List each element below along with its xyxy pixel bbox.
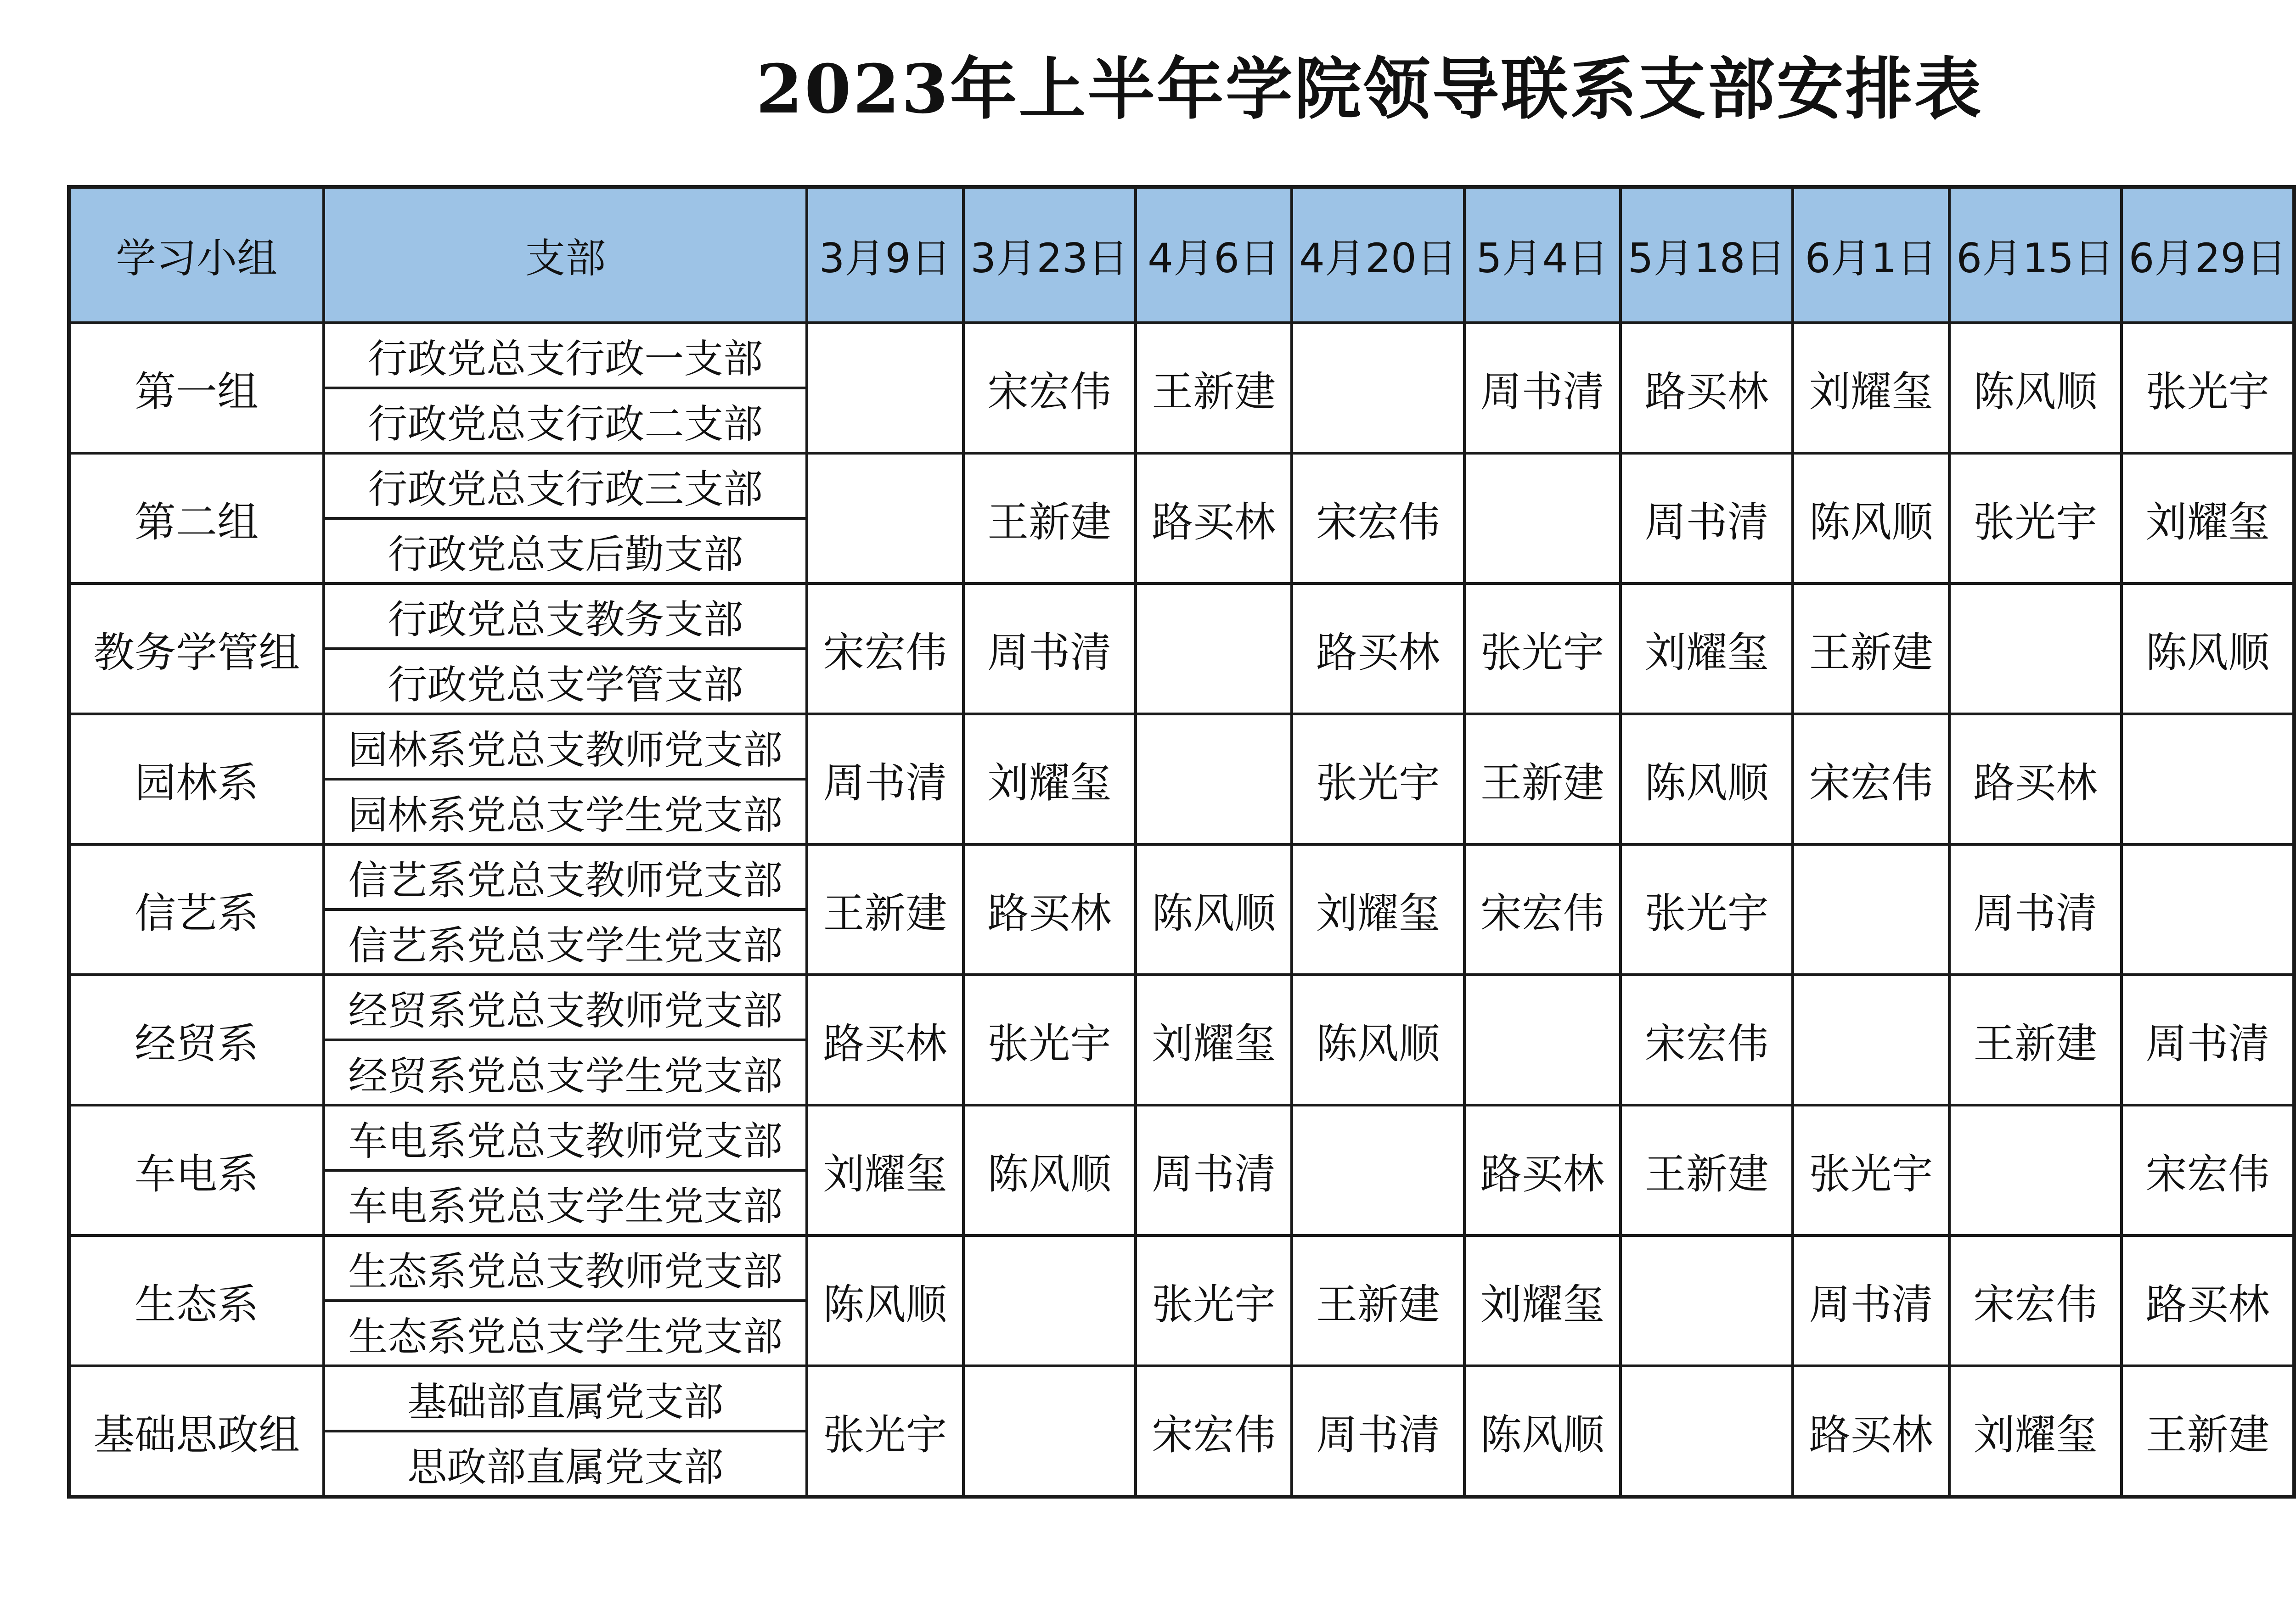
table-row [69, 453, 2294, 518]
leader-cell: 王新建 [1292, 1235, 1464, 1366]
table-row [69, 1366, 2294, 1431]
leader-cell [1793, 844, 1949, 975]
branch-cell: 行政党总支学管支部 [324, 649, 807, 714]
leader-cell: 周书清 [1949, 844, 2122, 975]
header-cell: 6月1日 [1793, 187, 1949, 323]
header-cell: 4月6日 [1136, 187, 1292, 323]
header-cell: 6月15日 [1949, 187, 2122, 323]
leader-cell [807, 453, 963, 584]
leader-cell: 周书清 [1292, 1366, 1464, 1497]
leader-cell: 周书清 [807, 714, 963, 844]
leader-cell: 周书清 [963, 584, 1136, 714]
branch-cell: 经贸系党总支教师党支部 [324, 975, 807, 1040]
leader-cell: 张光宇 [1793, 1105, 1949, 1235]
table-row [69, 844, 2294, 910]
leader-cell: 王新建 [1621, 1105, 1793, 1235]
leader-cell: 王新建 [807, 844, 963, 975]
group-name-cell: 教务学管组 [69, 584, 324, 714]
table-row [69, 975, 2294, 1040]
leader-cell [1136, 584, 1292, 714]
leader-cell: 路买林 [807, 975, 963, 1105]
group-name-cell: 车电系 [69, 1105, 324, 1235]
leader-cell: 宋宏伟 [1136, 1366, 1292, 1497]
leader-cell [807, 323, 963, 453]
leader-cell: 刘耀玺 [1292, 844, 1464, 975]
leader-cell: 路买林 [1949, 714, 2122, 844]
leader-cell: 周书清 [1464, 323, 1621, 453]
schedule-table [67, 185, 2296, 1499]
leader-cell: 张光宇 [963, 975, 1136, 1105]
branch-cell: 经贸系党总支学生党支部 [324, 1040, 807, 1105]
branch-cell: 基础部直属党支部 [324, 1366, 807, 1431]
leader-cell: 陈风顺 [1621, 714, 1793, 844]
branch-cell: 信艺系党总支教师党支部 [324, 844, 807, 910]
table-row [69, 1105, 2294, 1170]
leader-cell: 张光宇 [1464, 584, 1621, 714]
header-cell: 6月29日 [2122, 187, 2294, 323]
leader-cell: 张光宇 [1621, 844, 1793, 975]
leader-cell: 路买林 [2122, 1235, 2294, 1366]
leader-cell: 周书清 [2122, 975, 2294, 1105]
leader-cell [1949, 1105, 2122, 1235]
leader-cell: 周书清 [1621, 453, 1793, 584]
leader-cell: 宋宏伟 [807, 584, 963, 714]
leader-cell: 刘耀玺 [2122, 453, 2294, 584]
leader-cell: 张光宇 [1136, 1235, 1292, 1366]
group-name-cell: 信艺系 [69, 844, 324, 975]
group-name-cell: 园林系 [69, 714, 324, 844]
branch-cell: 生态系党总支学生党支部 [324, 1301, 807, 1366]
branch-cell: 行政党总支后勤支部 [324, 518, 807, 584]
leader-cell: 陈风顺 [963, 1105, 1136, 1235]
header-cell: 3月23日 [963, 187, 1136, 323]
branch-cell: 行政党总支行政三支部 [324, 453, 807, 518]
leader-cell: 宋宏伟 [1464, 844, 1621, 975]
leader-cell: 路买林 [1793, 1366, 1949, 1497]
header-cell: 4月20日 [1292, 187, 1464, 323]
leader-cell [2122, 714, 2294, 844]
header-cell: 5月4日 [1464, 187, 1621, 323]
leader-cell: 宋宏伟 [2122, 1105, 2294, 1235]
branch-cell: 园林系党总支教师党支部 [324, 714, 807, 779]
leader-cell: 张光宇 [1949, 453, 2122, 584]
leader-cell: 周书清 [1793, 1235, 1949, 1366]
branch-cell: 行政党总支行政一支部 [324, 323, 807, 388]
leader-cell: 刘耀玺 [1621, 584, 1793, 714]
group-name-cell: 第一组 [69, 323, 324, 453]
leader-cell: 张光宇 [807, 1366, 963, 1497]
leader-cell: 刘耀玺 [1793, 323, 1949, 453]
leader-cell: 陈风顺 [1136, 844, 1292, 975]
leader-cell: 宋宏伟 [1292, 453, 1464, 584]
leader-cell: 路买林 [1621, 323, 1793, 453]
header-cell: 支部 [324, 187, 807, 323]
table-row [69, 714, 2294, 779]
branch-cell: 信艺系党总支学生党支部 [324, 910, 807, 975]
leader-cell: 刘耀玺 [1136, 975, 1292, 1105]
leader-cell: 王新建 [1949, 975, 2122, 1105]
branch-cell: 车电系党总支教师党支部 [324, 1105, 807, 1170]
leader-cell: 陈风顺 [1949, 323, 2122, 453]
leader-cell [963, 1235, 1136, 1366]
table-row [69, 1235, 2294, 1301]
table-row [69, 584, 2294, 649]
leader-cell: 刘耀玺 [807, 1105, 963, 1235]
leader-cell: 宋宏伟 [1793, 714, 1949, 844]
leader-cell [1621, 1366, 1793, 1497]
leader-cell: 刘耀玺 [1949, 1366, 2122, 1497]
leader-cell: 宋宏伟 [963, 323, 1136, 453]
group-name-cell: 第二组 [69, 453, 324, 584]
leader-cell [1292, 1105, 1464, 1235]
leader-cell [1292, 323, 1464, 453]
table-row [69, 323, 2294, 388]
leader-cell [1793, 975, 1949, 1105]
leader-cell: 张光宇 [1292, 714, 1464, 844]
leader-cell: 王新建 [1136, 323, 1292, 453]
leader-cell [1464, 453, 1621, 584]
header-cell: 5月18日 [1621, 187, 1793, 323]
leader-cell: 刘耀玺 [1464, 1235, 1621, 1366]
leader-cell: 宋宏伟 [1621, 975, 1793, 1105]
leader-cell: 王新建 [1464, 714, 1621, 844]
branch-cell: 园林系党总支学生党支部 [324, 779, 807, 844]
leader-cell [2122, 844, 2294, 975]
header-cell: 学习小组 [69, 187, 324, 323]
branch-cell: 生态系党总支教师党支部 [324, 1235, 807, 1301]
leader-cell: 陈风顺 [1292, 975, 1464, 1105]
branch-cell: 行政党总支教务支部 [324, 584, 807, 649]
leader-cell: 陈风顺 [2122, 584, 2294, 714]
leader-cell: 王新建 [963, 453, 1136, 584]
leader-cell: 路买林 [1136, 453, 1292, 584]
leader-cell: 王新建 [1793, 584, 1949, 714]
branch-cell: 行政党总支行政二支部 [324, 388, 807, 453]
leader-cell: 路买林 [1292, 584, 1464, 714]
leader-cell: 陈风顺 [807, 1235, 963, 1366]
leader-cell: 宋宏伟 [1949, 1235, 2122, 1366]
group-name-cell: 经贸系 [69, 975, 324, 1105]
leader-cell [1949, 584, 2122, 714]
header-cell: 3月9日 [807, 187, 963, 323]
leader-cell: 刘耀玺 [963, 714, 1136, 844]
leader-cell: 路买林 [963, 844, 1136, 975]
leader-cell [1464, 975, 1621, 1105]
group-name-cell: 生态系 [69, 1235, 324, 1366]
page-title: 2023年上半年学院领导联系支部安排表 [756, 50, 1983, 129]
leader-cell: 王新建 [2122, 1366, 2294, 1497]
leader-cell: 陈风顺 [1793, 453, 1949, 584]
leader-cell: 路买林 [1464, 1105, 1621, 1235]
leader-cell: 张光宇 [2122, 323, 2294, 453]
header-row [69, 187, 2294, 323]
branch-cell: 车电系党总支学生党支部 [324, 1170, 807, 1235]
leader-cell: 周书清 [1136, 1105, 1292, 1235]
leader-cell [1136, 714, 1292, 844]
branch-cell: 思政部直属党支部 [324, 1431, 807, 1497]
leader-cell: 陈风顺 [1464, 1366, 1621, 1497]
leader-cell [963, 1366, 1136, 1497]
group-name-cell: 基础思政组 [69, 1366, 324, 1497]
leader-cell [1621, 1235, 1793, 1366]
